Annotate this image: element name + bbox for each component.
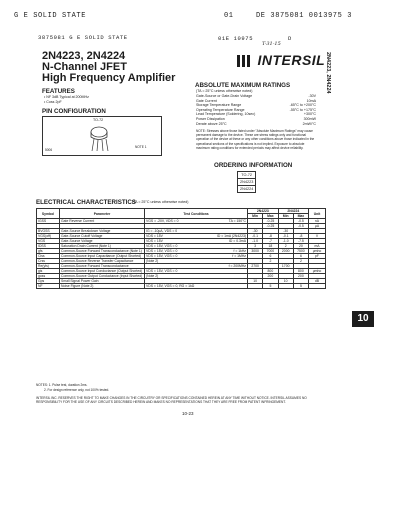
col-max: Max <box>263 214 278 219</box>
intersil-mark-icon <box>237 54 253 68</box>
cell-parameter: Small Signal Power Gain <box>60 279 145 284</box>
abs-max-label: Gate Current <box>196 98 217 103</box>
pin-note-left: 5006 <box>45 148 53 152</box>
cond-secondary: f = 200MHz <box>228 264 246 268</box>
ordering-heading: ORDERING INFORMATION <box>214 162 293 169</box>
abs-max-list <box>196 94 316 126</box>
cell-parameter: Common-Source Output Conductance (Input Shorted) <box>60 274 145 279</box>
ordering-row: 2N4224 <box>238 186 256 193</box>
handwritten-note: T-31-15 <box>262 41 281 47</box>
cond-secondary: f = 1kHz <box>233 249 246 253</box>
cell-unit: µmho <box>309 269 326 274</box>
cell-conditions <box>145 284 248 289</box>
cell-value: 3 <box>248 244 263 249</box>
cell-value: 2000 <box>278 249 293 254</box>
cell-value: 200 <box>263 274 278 279</box>
abs-max-row <box>196 122 316 127</box>
cell-parameter: Common-Source Input Capacitance (Output Shorted) <box>60 254 145 259</box>
cell-value: -8 <box>293 234 308 239</box>
cell-value: 200 <box>293 274 308 279</box>
col-min: Min <box>278 214 293 219</box>
abs-max-value: -65°C to +200°C <box>289 103 316 108</box>
cell-value <box>278 284 293 289</box>
cell-value: 800 <box>263 269 278 274</box>
features-heading: FEATURES <box>42 88 75 95</box>
cell-unit: µA <box>309 224 326 229</box>
abs-max-label: Gate-Source or Gate-Drain Voltage <box>196 94 253 98</box>
header-line2-d: D <box>288 35 292 42</box>
cell-parameter: Gate-Source Breakdown Voltage <box>60 229 145 234</box>
pin-note-right: NOTE 1 <box>135 145 147 149</box>
cell-symbol: VGS(off) <box>37 234 60 239</box>
cell-unit: dB <box>309 279 326 284</box>
cell-value: -0.25 <box>263 224 278 229</box>
cell-value: -0.1 <box>278 234 293 239</box>
cell-parameter: Noise Figure (Note 2) <box>60 284 145 289</box>
cell-value <box>248 284 263 289</box>
title-line2: N-Channel JFET <box>42 61 127 73</box>
abs-max-value: 2mW/°C <box>302 121 316 126</box>
side-part-number: 2N4223, 2N4224 <box>325 52 331 94</box>
cell-value: 18 <box>263 244 278 249</box>
abs-max-label: Power Dissipation <box>196 116 225 121</box>
cell-value: 7000 <box>263 249 278 254</box>
abs-max-value: +300°C <box>303 112 316 117</box>
cell-value: 6 <box>293 254 308 259</box>
title-line1: 2N4223, 2N4224 <box>42 50 126 62</box>
cell-symbol: BVGSS <box>37 229 60 234</box>
cell-value: -0.5 <box>293 224 308 229</box>
cond-primary: VDS = 15V, VGS = 0, RG = 1kΩ <box>146 284 195 288</box>
pin-config-heading: PIN CONFIGURATION <box>42 108 106 115</box>
cell-parameter: Common-Source Forward Transconductance (Note 1) <box>60 249 145 254</box>
cell-unit: pF <box>309 254 326 259</box>
cell-unit <box>309 284 326 289</box>
cell-symbol: VGS <box>37 239 60 244</box>
cell-unit: mA <box>309 244 326 249</box>
table-row <box>37 284 326 289</box>
col-min: Min <box>248 214 263 219</box>
cell-symbol: gfs <box>37 249 60 254</box>
cell-parameter: Common-Source Forward Transconductance <box>60 264 145 269</box>
cond-primary: (Note 2) <box>146 274 159 278</box>
cell-value: -0.1 <box>248 234 263 239</box>
cell-symbol: Gps <box>37 279 60 284</box>
cell-symbol: Ciss <box>37 254 60 259</box>
cond-primary: VDS = 15V <box>146 239 163 243</box>
note-2: 2. For design reference only, not 100% tested. <box>44 388 110 392</box>
electrical-table <box>36 208 326 289</box>
footer-fine-print: INTERSIL INC. RESERVES THE RIGHT TO MAKE CHANGES IN THE CIRCUITRY OR SPECIFICATIONS CONTAINED HEREIN AT ANY TIME WITHOUT NOTICE. INTERSIL ASSUMES NO RESPONSIBILITY FOR THE USE OF ANY CIRCUITS DESCRIBED HEREIN AND MAKES NO REPRESENTATIONS THAT THEY ARE FREE FROM PATENT INFRINGEMENT. <box>36 396 307 405</box>
cell-parameter: Gate-Source Cutoff Voltage <box>60 234 145 239</box>
cell-value: -0.25 <box>263 219 278 224</box>
header-line1-right: DE 3875081 0013975 3 <box>256 12 353 20</box>
abs-max-footnote: NOTE: Stresses above those listed under "Absolute Maximum Ratings" may cause permanent damage to the device. These are stress ratings only and functional operation of the device at these or any other conditions above those indicated in the operational sections of the specifications is not implied. Exposure to absolute maximum rating conditions for extended periods may affect device reliability. <box>196 129 315 150</box>
cell-value: -0.5 <box>293 219 308 224</box>
cell-symbol: Re(yfs) <box>37 264 60 269</box>
page-tab: 10 <box>352 311 374 327</box>
col-symbol: Symbol <box>37 209 60 219</box>
cell-symbol: IDSS <box>37 244 60 249</box>
cond-primary: (Note 2) <box>146 259 159 263</box>
cell-unit: nA <box>309 219 326 224</box>
cell-value: -30 <box>278 229 293 234</box>
cell-parameter: Gate Reverse Current <box>60 219 145 224</box>
col-conditions: Test Conditions <box>145 209 248 219</box>
ordering-row: 2N4223 <box>238 179 256 186</box>
cell-value: 2 <box>278 244 293 249</box>
cell-value: 5 <box>293 284 308 289</box>
header-line2-left: 3875081 G E SOLID STATE <box>38 34 128 41</box>
cond-primary: VDS = 15V, VGS = 0 <box>146 269 178 273</box>
note-1: NOTES: 1. Pulse test, duration 2ms. <box>36 383 88 387</box>
abs-max-label: Lead Temperature (Soldering, 10sec) <box>196 112 256 117</box>
cell-parameter: Common-Source Input Conductance (Output Shorted) <box>60 269 145 274</box>
pin-package-label: TO-72 <box>93 118 104 122</box>
intersil-logo <box>237 52 325 70</box>
col-unit: Unit <box>309 209 326 219</box>
cond-primary: IG = -10µA, VDS = 0 <box>146 229 178 233</box>
cond-primary: VDS = 15V, VGS = 0 <box>146 254 178 258</box>
cond-secondary: f = 1MHz <box>232 254 246 258</box>
cond-secondary: TA = 150°C <box>228 219 246 223</box>
cell-value: 2 <box>263 259 278 264</box>
abs-max-value: -55°C to +175°C <box>289 107 316 112</box>
to72-package-icon <box>83 123 119 153</box>
cond-primary: VDS = 15V, VGS = 0 <box>146 244 178 248</box>
cell-value: 1700 <box>278 264 293 269</box>
abs-max-value: 300mW <box>303 116 316 121</box>
features-item-1: • NF 3dB Typical at 200MHz <box>44 95 89 99</box>
electrical-conditions: (TA = 25°C unless otherwise noted) <box>132 200 189 204</box>
cond-primary: VGS = -20V, VDS = 0 <box>146 219 179 223</box>
cell-value: 7500 <box>293 249 308 254</box>
cell-symbol: NF <box>37 284 60 289</box>
cell-value: 10 <box>278 279 293 284</box>
cell-unit: V <box>309 234 326 239</box>
header-line1-mid: 01 <box>224 12 234 20</box>
cell-value: 800 <box>293 269 308 274</box>
electrical-heading: ELECTRICAL CHARACTERISTICS <box>36 199 136 206</box>
col-2n4223: 2N4223 <box>248 209 279 214</box>
abs-max-value: 10mA <box>306 98 316 103</box>
cell-value: 3000 <box>248 249 263 254</box>
ordering-col: TO-72 <box>238 172 256 179</box>
cell-value: 10 <box>248 279 263 284</box>
cond-primary: VDS = 15V <box>146 234 163 238</box>
abs-max-note: (TA = 25°C unless otherwise noted) <box>196 89 253 93</box>
abs-max-label: Operating Temperature Range <box>196 107 245 112</box>
cell-value: -1.0 <box>278 239 293 244</box>
col-2n4224: 2N4224 <box>278 209 308 214</box>
cell-value: 2700 <box>248 264 263 269</box>
cell-symbol: Crss <box>37 259 60 264</box>
cell-parameter: Saturation Drain Current (Note 1) <box>60 244 145 249</box>
pin-config-box <box>42 116 162 156</box>
col-max: Max <box>293 214 308 219</box>
ordering-table <box>237 171 256 193</box>
header-line2-mid: 01E 10975 <box>218 35 254 42</box>
cell-value: 20 <box>293 244 308 249</box>
abs-max-label: Storage Temperature Range <box>196 103 242 108</box>
cond-primary: VDS = 15V, VGS = 0 <box>146 249 178 253</box>
features-item-2: • Coss 2pF <box>44 100 62 104</box>
title-line3: High Frequency Amplifier <box>42 72 176 84</box>
cell-symbol: goss <box>37 274 60 279</box>
abs-max-heading: ABSOLUTE MAXIMUM RATINGS <box>195 82 291 89</box>
cond-secondary: ID = 1mA (2N4223) <box>216 234 246 238</box>
cell-value: 5 <box>263 284 278 289</box>
page-number: 10-23 <box>182 411 194 416</box>
cell-parameter: Gate-Source Voltage <box>60 239 145 244</box>
cell-value: -7.5 <box>293 239 308 244</box>
abs-max-value: -30V <box>308 94 316 98</box>
header-line1-left: G E SOLID STATE <box>14 12 87 20</box>
abs-max-label: Derate above 25°C <box>196 121 227 126</box>
cell-value: -7 <box>263 239 278 244</box>
col-parameter: Parameter <box>60 209 145 219</box>
logo-text: INTERSIL <box>257 52 326 68</box>
cell-value: 6 <box>263 254 278 259</box>
cell-parameter: Common-Source Reverse Transfer Capacitance <box>60 259 145 264</box>
cell-value: -30 <box>248 229 263 234</box>
cell-value: -1.0 <box>248 239 263 244</box>
cell-value: 2 <box>293 259 308 264</box>
cell-unit: µmho <box>309 249 326 254</box>
cell-symbol: IGSS <box>37 219 60 224</box>
cell-value: -8 <box>263 234 278 239</box>
cell-symbol: gis <box>37 269 60 274</box>
cond-secondary: ID = 0.3mA <box>228 239 246 243</box>
